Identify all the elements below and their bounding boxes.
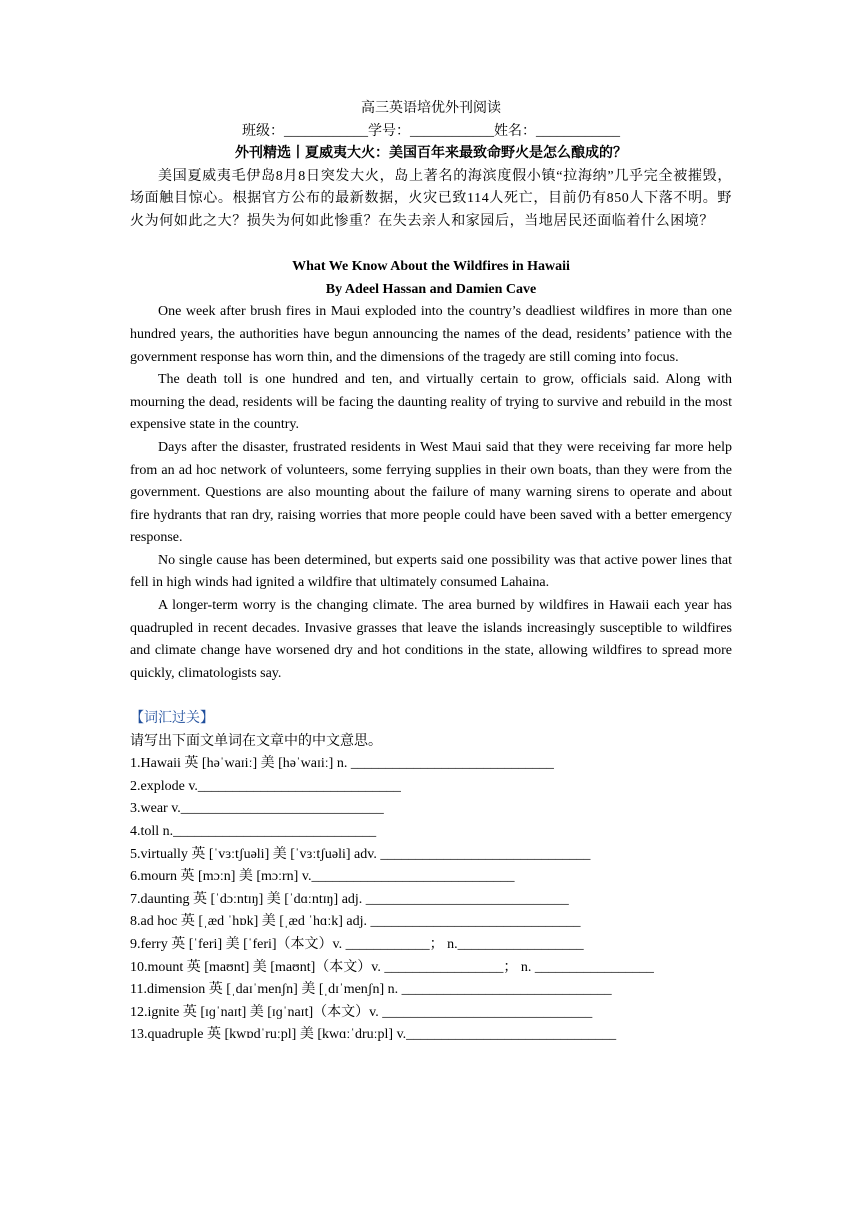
article-byline: By Adeel Hassan and Damien Cave	[325, 281, 537, 297]
vocab-item[interactable]: 1.Hawaii 英 [həˈwaɪiː] 美 [həˈwaɪiː] n. _____________________________	[130, 756, 554, 772]
article-title: What We Know About the Wildfires in Hawaii	[292, 259, 570, 275]
vocab-item[interactable]: 8.ad hoc 英 [ˌæd ˈhɒk] 美 [ˌæd ˈhɑːk] adj. ______________________________	[130, 914, 581, 930]
student-info-line	[130, 121, 732, 144]
name-label: 姓名：	[494, 123, 536, 139]
vocab-item[interactable]: 6.mourn 英 [mɔːn] 美 [mɔːrn] v._____________________________	[130, 869, 515, 885]
worksheet-title: 高三英语培优外刊阅读	[361, 101, 501, 116]
vocab-instruction: 请写出下面文单词在文章中的中文意思。	[130, 733, 382, 749]
vocab-item[interactable]: 10.mount 英 [maʊnt] 美 [maʊnt]（本文）v. _________________； n. _________________	[130, 959, 654, 975]
vocab-item[interactable]: 9.ferry 英 [ˈferi] 美 [ˈferi]（本文）v. ____________； n.__________________	[130, 936, 584, 952]
id-blank[interactable]: ____________	[410, 123, 494, 139]
vocab-item[interactable]: 4.toll n._____________________________	[130, 824, 377, 839]
spacer	[130, 685, 732, 708]
intro-paragraph-cn: 美国夏威夷毛伊岛8月8日突发大火，岛上著名的海滨度假小镇“拉海纳”几乎完全被摧毁，场面触目惊心。根据官方公布的最新数据，火灾已致114人死亡，目前仍有850人下落不明。野火为何如此之大？损失为何如此惨重？在失去亲人和家园后，当地居民还面临着什么困境？	[130, 168, 732, 229]
class-blank[interactable]: ____________	[284, 123, 368, 139]
article-paragraph: A longer-term worry is the changing climate. The area burned by wildfires in Hawaii each year has quadrupled in recent decades. Invasive grasses that leave the islands increasingly susceptible to wildfires and climate change have worsened dry and hot conditions in the state, allowing wildfires to spread more quickly, climatologists say.	[130, 598, 732, 681]
article-paragraph: The death toll is one hundred and ten, and virtually certain to grow, officials said. Along with mourning the dead, residents will be facing the daunting reality of trying to survive and rebuild in the most expensive state in the country.	[130, 372, 732, 433]
vocab-item[interactable]: 2.explode v._____________________________	[130, 778, 401, 794]
article-paragraph: One week after brush fires in Maui exploded into the country’s deadliest wildfires in more than one hundred years, the authorities have begun announcing the names of the dead, residents’ patience with the government response has worn thin, and the dimensions of the tragedy are still coming into focus.	[130, 304, 732, 365]
vocab-item[interactable]: 11.dimension 英 [ˌdaɪˈmenʃn] 美 [ˌdɪˈmenʃn] n. ______________________________	[130, 982, 612, 998]
name-blank[interactable]: ____________	[536, 123, 620, 139]
id-label: 学号：	[368, 123, 410, 139]
vocab-item[interactable]: 5.virtually 英 [ˈvɜːtʃuəli] 美 [ˈvɜːtʃuəli] adv. ______________________________	[130, 846, 591, 862]
vocab-item[interactable]: 7.daunting 英 [ˈdɔːntɪŋ] 美 [ˈdɑːntɪŋ] adj. _____________________________	[130, 891, 569, 907]
vocab-item[interactable]: 13.quadruple 英 [kwɒdˈruːpl] 美 [kwɑːˈdruːpl] v.______________________________	[130, 1027, 617, 1043]
vocab-item[interactable]: 12.ignite 英 [ɪɡˈnaɪt] 美 [ɪɡˈnaɪt]（本文）v. ______________________________	[130, 1004, 593, 1020]
document-page	[130, 98, 732, 1047]
spacer	[130, 234, 732, 257]
article-paragraph: No single cause has been determined, but experts said one possibility was that active power lines that fell in high winds had ignited a wildfire that ultimately consumed Lahaina.	[130, 552, 732, 591]
article-subtitle-cn: 外刊精选丨夏威夷大火：美国百年来最致命野火是怎么酿成的？	[235, 146, 627, 162]
vocab-item[interactable]: 3.wear v._____________________________	[130, 801, 384, 817]
article-paragraph: Days after the disaster, frustrated residents in West Maui said that they were receiving far more help from an ad hoc network of volunteers, some ferrying supplies in their own boats, than they were from the government. Questions are also mounting about the failure of many warning sirens to operate and about fire hydrants that ran dry, raising worries that more people could have been saved with a better emergency response.	[130, 439, 732, 546]
class-label: 班级：	[242, 123, 284, 139]
vocab-heading: 【词汇过关】	[130, 711, 214, 727]
